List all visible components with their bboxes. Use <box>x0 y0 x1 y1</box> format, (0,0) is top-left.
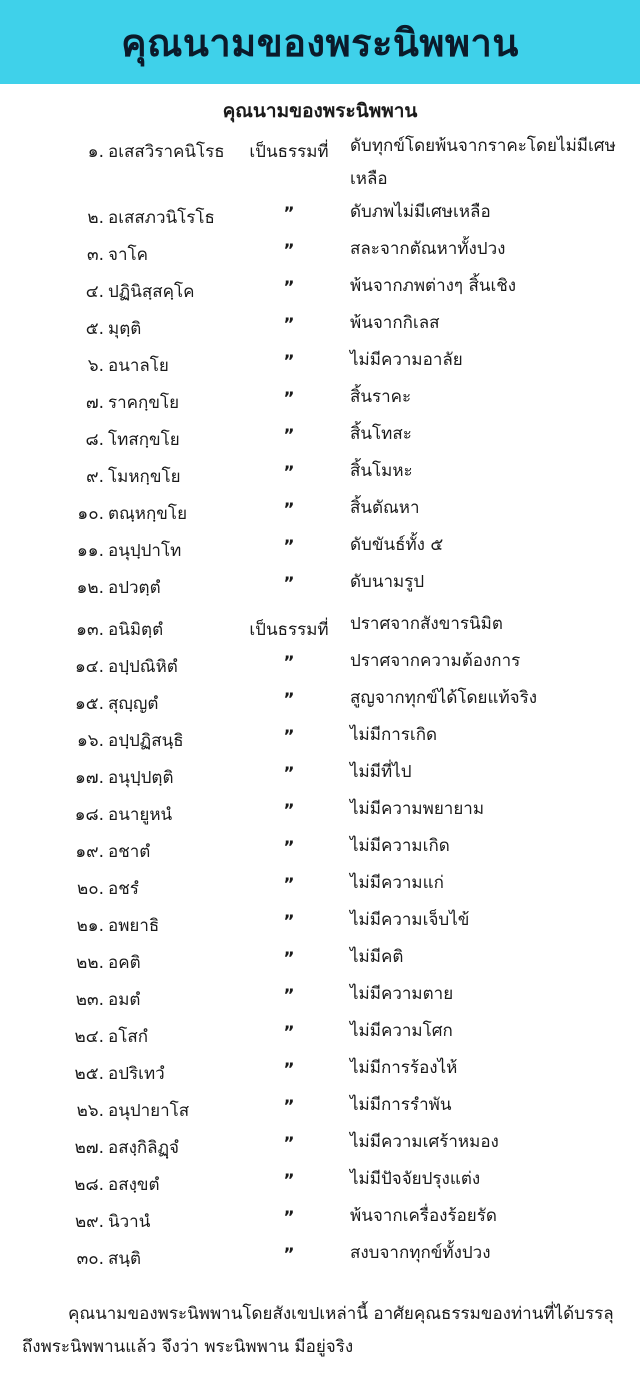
item-number: ๒๒. <box>76 953 104 973</box>
item-number: ๒๑. <box>76 916 104 936</box>
item-meaning: ไม่มีความตาย <box>350 984 454 1004</box>
item-meaning: ดับนามรูป <box>350 572 425 592</box>
ditto-mark: ” <box>283 463 295 483</box>
item-number: ๑๒. <box>76 578 104 598</box>
item-connector: เป็นธรรมที่ <box>249 142 329 162</box>
item-meaning: สิ้นตัณหา <box>350 498 420 518</box>
item-number: ๑๐. <box>77 504 104 524</box>
item-term: อเสสภวนิโรโธ <box>108 208 215 228</box>
item-number: ๕. <box>85 319 104 339</box>
ditto-mark: ” <box>283 389 295 409</box>
item-number: ๒๖. <box>76 1101 104 1121</box>
item-meaning: ไม่มีความโศก <box>350 1021 453 1041</box>
item-number: ๑๙. <box>75 842 104 862</box>
ditto-mark: ” <box>283 912 295 932</box>
ditto-mark: ” <box>283 241 295 261</box>
ditto-mark: ” <box>283 1060 295 1080</box>
item-meaning: ปราศจากสังขารนิมิต <box>350 614 503 634</box>
item-meaning: ไม่มีการร้องไห้ <box>350 1058 458 1078</box>
item-meaning: ไม่มีความอาลัย <box>350 350 463 370</box>
item-number: ๖. <box>87 356 104 376</box>
item-number: ๑๑. <box>77 541 104 561</box>
list-item <box>0 136 640 189</box>
item-number: ๑๓. <box>76 620 104 640</box>
ditto-mark: ” <box>283 1023 295 1043</box>
item-term: อปฺปฏิสนฺธิ <box>108 731 184 751</box>
item-number: ๒๙. <box>74 1212 104 1232</box>
item-term: นิวานํ <box>108 1212 151 1232</box>
ditto-mark: ” <box>283 315 295 335</box>
ditto-mark: ” <box>283 949 295 969</box>
ditto-mark: ” <box>283 426 295 446</box>
item-term: อสงฺกิลิฏฺจํ <box>108 1138 179 1158</box>
item-meaning: พ้นจากภพต่างๆ สิ้นเชิง <box>350 276 517 296</box>
item-number: ๑๖. <box>77 731 104 751</box>
list-item <box>0 1245 640 1279</box>
item-number: ๒๐. <box>77 879 104 899</box>
item-term: โทสกฺขโย <box>108 430 180 450</box>
item-meaning: ไม่มีความเศร้าหมอง <box>350 1132 499 1152</box>
item-number: ๒๔. <box>74 1027 104 1047</box>
item-number: ๓. <box>86 245 104 265</box>
ditto-mark: ” <box>283 838 295 858</box>
item-meaning: พ้นจากกิเลส <box>350 313 440 333</box>
item-number: ๑๘. <box>74 805 104 825</box>
item-number: ๒๘. <box>74 1175 104 1195</box>
ditto-mark: ” <box>283 1171 295 1191</box>
item-meaning: ไม่มีความเกิด <box>350 836 450 856</box>
item-meaning: ดับขันธ์ทั้ง ๕ <box>350 535 444 555</box>
item-number: ๑๔. <box>74 657 104 677</box>
ditto-mark: ” <box>283 352 295 372</box>
item-meaning: สิ้นราคะ <box>350 387 412 407</box>
section-heading: คุณนามของพระนิพพาน <box>222 100 418 122</box>
ditto-mark: ” <box>283 537 295 557</box>
item-term: มุตฺติ <box>108 319 142 339</box>
ditto-mark: ” <box>283 727 295 747</box>
item-term: ราคกฺขโย <box>108 393 180 413</box>
item-term: อปวตฺตํ <box>108 578 161 598</box>
item-term: อนุปายาโส <box>108 1101 190 1121</box>
ditto-mark: ” <box>283 1208 295 1228</box>
item-number: ๑๕. <box>74 694 104 714</box>
item-term: ปฏินิสฺสคฺโค <box>108 282 195 302</box>
item-term: อนุปฺปตฺติ <box>108 768 174 788</box>
ditto-mark: ” <box>283 574 295 594</box>
item-meaning: สูญจากทุกข์ได้โดยแท้จริง <box>350 688 538 708</box>
item-number: ๒๕. <box>74 1064 104 1084</box>
item-meaning: สิ้นโมหะ <box>350 461 413 481</box>
item-meaning: ไม่มีที่ไป <box>350 762 412 782</box>
ditto-mark: ” <box>283 653 295 673</box>
ditto-mark: ” <box>283 500 295 520</box>
item-term: อนาลโย <box>108 356 169 376</box>
item-number: ๒๗. <box>74 1138 104 1158</box>
item-term: อคติ <box>108 953 141 973</box>
item-term: โมหกฺขโย <box>108 467 181 487</box>
ditto-mark: ” <box>283 278 295 298</box>
item-number: ๑. <box>87 142 104 162</box>
item-meaning: ไม่มีการรำพัน <box>350 1095 452 1115</box>
item-term: อโสกํ <box>108 1027 149 1047</box>
ditto-mark: ” <box>283 801 295 821</box>
item-term: อมตํ <box>108 990 141 1010</box>
ditto-mark: ” <box>283 1097 295 1117</box>
item-meaning: ไม่มีปัจจัยปรุงแต่ง <box>350 1169 481 1189</box>
item-meaning: สิ้นโทสะ <box>350 424 412 444</box>
item-term: ตณฺหกฺขโย <box>108 504 188 524</box>
list-item <box>0 574 640 608</box>
ditto-mark: ” <box>283 986 295 1006</box>
item-term: อปริเทวํ <box>108 1064 165 1084</box>
item-number: ๗. <box>85 393 104 413</box>
ditto-mark: ” <box>283 690 295 710</box>
item-meaning: ไม่มีความพยายาม <box>350 799 485 819</box>
item-term: อชาตํ <box>108 842 151 862</box>
item-term: อพยาธิ <box>108 916 160 936</box>
item-term: อนิมิตฺตํ <box>108 620 164 640</box>
item-number: ๓๐. <box>76 1249 104 1269</box>
item-term: อเสสวิราคนิโรธ <box>108 142 225 162</box>
item-meaning: ดับทุกข์โดยพ้นจากราคะโดยไม่มีเศษเหลือ <box>350 136 616 189</box>
item-number: ๒. <box>87 208 104 228</box>
ditto-mark: ” <box>283 875 295 895</box>
item-meaning: สงบจากทุกข์ทั้งปวง <box>350 1243 491 1263</box>
item-term: อนุปฺปาโท <box>108 541 182 561</box>
item-term: จาโค <box>108 245 149 265</box>
ditto-mark: ” <box>283 1134 295 1154</box>
item-meaning: ไม่มีความเจ็บไข้ <box>350 910 470 930</box>
item-connector: เป็นธรรมที่ <box>249 620 329 640</box>
ditto-mark: ” <box>283 204 295 224</box>
item-number: ๘. <box>85 430 104 450</box>
item-number: ๑๗. <box>75 768 104 788</box>
item-number: ๙. <box>86 467 104 487</box>
item-number: ๔. <box>85 282 104 302</box>
item-term: สนฺติ <box>108 1249 142 1269</box>
item-meaning: ปราศจากความต้องการ <box>350 651 521 671</box>
item-term: อชรํ <box>108 879 139 899</box>
summary-paragraph: คุณนามของพระนิพพานโดยสังเขปเหล่านี้ อาศัยคุณธรรมของท่านที่ได้บรรลุถึงพระนิพพานแล้ว จึงว่า พระนิพพาน มีอยู่จริง <box>22 1304 614 1357</box>
title-banner <box>0 0 640 84</box>
item-term: อสงฺขตํ <box>108 1175 160 1195</box>
ditto-mark: ” <box>283 1245 295 1265</box>
item-meaning: พ้นจากเครื่องร้อยรัด <box>350 1206 497 1226</box>
item-meaning: ไม่มีการเกิด <box>350 725 438 745</box>
item-number: ๒๓. <box>75 990 104 1010</box>
item-term: อปฺปณิหิตํ <box>108 657 178 677</box>
item-term: อนายูหนํ <box>108 805 173 825</box>
item-meaning: ดับภพไม่มีเศษเหลือ <box>350 202 491 222</box>
item-meaning: สละจากตัณหาทั้งปวง <box>350 239 506 259</box>
page-title: คุณนามของพระนิพพาน <box>121 20 519 65</box>
item-meaning: ไม่มีความแก่ <box>350 873 444 893</box>
item-meaning: ไม่มีคติ <box>350 947 404 967</box>
item-term: สุญฺญตํ <box>108 694 159 714</box>
ditto-mark: ” <box>283 764 295 784</box>
